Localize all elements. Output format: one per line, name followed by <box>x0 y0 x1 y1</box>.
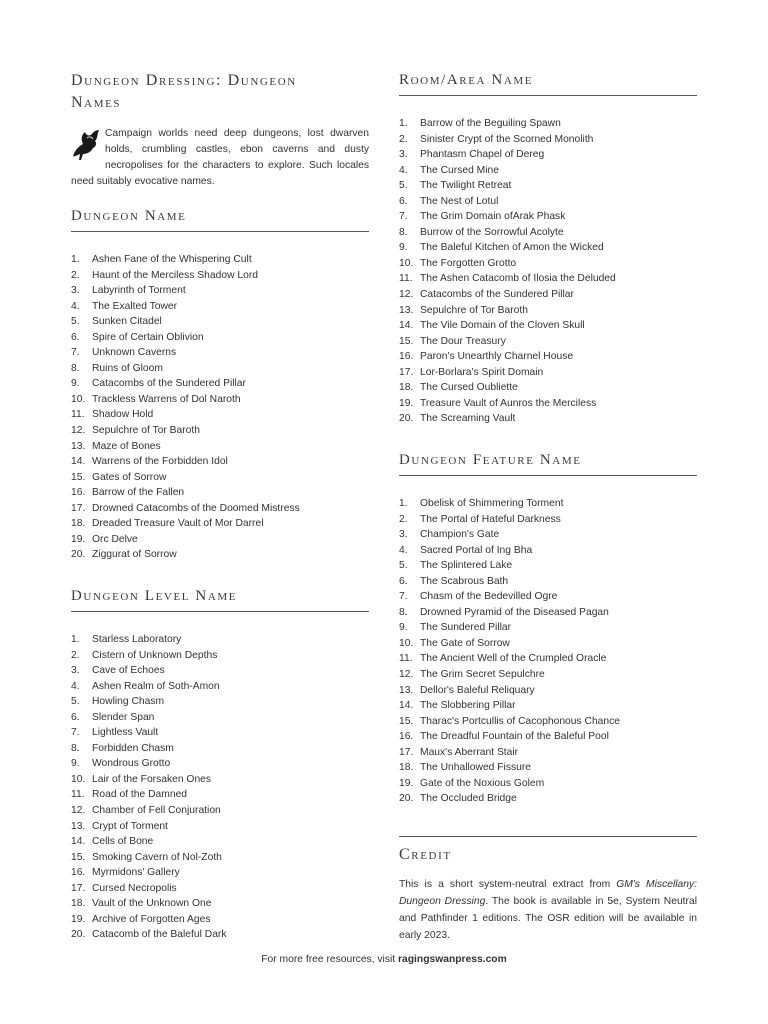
list-item-text: Catacomb of the Baleful Dark <box>92 929 227 941</box>
list-item-text: Chamber of Fell Conjuration <box>92 805 221 817</box>
page-title <box>71 70 369 114</box>
list-item-text: Gates of Sorrow <box>92 471 167 483</box>
list-item-text: Champion's Gate <box>420 529 500 541</box>
credit-text-1: This is a short system-neutral extract from <box>399 879 617 890</box>
list-item-number: 16. <box>399 731 414 743</box>
list-item-number: 15. <box>71 851 86 863</box>
list-item-text: Dreaded Treasure Vault of Mor Darrel <box>92 518 264 530</box>
list-item <box>399 776 697 792</box>
list-item-number: 6. <box>399 575 408 587</box>
list-item <box>399 318 697 334</box>
list-item <box>399 132 697 148</box>
list-item <box>399 225 697 241</box>
list-item-number: 17. <box>399 746 414 758</box>
list-item <box>71 532 369 548</box>
list-item-number: 11. <box>71 789 85 801</box>
list-item-number: 16. <box>71 487 86 499</box>
list-item-number: 20. <box>399 793 414 805</box>
list-item <box>399 271 697 287</box>
list-item <box>71 376 369 392</box>
list-item-text: Tharac's Portcullis of Cacophonous Chance <box>420 715 620 727</box>
list-item <box>71 454 369 470</box>
list-item <box>399 303 697 319</box>
list-item-number: 8. <box>399 606 408 618</box>
list-item <box>71 912 369 928</box>
list-item-number: 17. <box>71 882 86 894</box>
list-item <box>399 543 697 559</box>
list-item-number: 9. <box>399 242 408 254</box>
list-item-text: Myrmidons' Gallery <box>92 867 180 879</box>
list-item <box>399 411 697 427</box>
list-item <box>399 729 697 745</box>
list-item <box>71 330 369 346</box>
list-item-number: 18. <box>399 382 414 394</box>
list-item-text: Slender Span <box>92 711 155 723</box>
list-item-number: 15. <box>399 715 414 727</box>
list-item-number: 19. <box>71 533 86 545</box>
list-item <box>399 791 697 807</box>
list-item <box>399 163 697 179</box>
list-item <box>399 512 697 528</box>
list-item-number: 2. <box>71 269 80 281</box>
list-item-text: Sunken Citadel <box>92 316 162 328</box>
list-item-text: The Baleful Kitchen of Amon the Wicked <box>420 242 604 254</box>
list-item-number: 3. <box>399 149 408 161</box>
list-item <box>399 605 697 621</box>
list-item-text: Road of the Damned <box>92 789 188 801</box>
section-dungeon-name <box>71 205 369 563</box>
list-item-text: The Ashen Catacomb of Ilosia the Deluded <box>420 273 616 285</box>
list-item-number: 5. <box>399 560 408 572</box>
list-item-number: 18. <box>71 898 86 910</box>
list-item-number: 1. <box>399 118 408 129</box>
list-item-text: The Vile Domain of the Cloven Skull <box>420 320 585 332</box>
list-item <box>399 365 697 381</box>
list-item-text: The Cursed Oubliette <box>420 382 518 394</box>
list-item-text: Trackless Warrens of Dol Naroth <box>92 393 241 405</box>
list-item <box>399 760 697 776</box>
list-item-number: 20. <box>71 929 86 941</box>
list-item-text: Lightless Vault <box>92 727 159 739</box>
footer <box>0 954 768 965</box>
section-heading: Dungeon Name <box>71 205 369 232</box>
list-item-text: Catacombs of the Sundered Pillar <box>92 378 246 390</box>
list-item <box>71 423 369 439</box>
list-item-text: Cursed Necropolis <box>92 882 177 894</box>
list-item-text: Cells of Bone <box>92 836 154 848</box>
list-item-text: Ruins of Gloom <box>92 362 163 374</box>
list-item-text: Phantasm Chapel of Dereg <box>420 149 545 161</box>
section-heading: Credit <box>399 846 452 863</box>
list-item <box>71 252 369 268</box>
list-item <box>399 116 697 132</box>
list-item <box>71 392 369 408</box>
list-item-number: 9. <box>71 758 80 770</box>
list-item-number: 8. <box>71 362 80 374</box>
list-item <box>71 819 369 835</box>
list-item-text: Howling Chasm <box>92 696 165 708</box>
list-item <box>71 268 369 284</box>
list-item-text: The Grim Domain ofArak Phask <box>420 211 566 223</box>
list-item-text: The Exalted Tower <box>92 300 178 312</box>
list-item-number: 3. <box>71 665 80 677</box>
section-dungeon-feature-name <box>399 449 697 807</box>
list-item <box>71 470 369 486</box>
list-item-number: 3. <box>399 529 408 541</box>
list-item <box>399 558 697 574</box>
footer-link[interactable]: ragingswanpress.com <box>398 954 507 965</box>
list-item-text: The Dreadful Fountain of the Baleful Pool <box>420 731 609 743</box>
list-item-text: Sinister Crypt of the Scorned Monolith <box>420 133 594 145</box>
list-item-number: 5. <box>71 696 80 708</box>
list-item-number: 14. <box>71 456 86 468</box>
dungeon-level-name-list <box>71 632 369 943</box>
list-item <box>399 209 697 225</box>
list-item <box>399 496 697 512</box>
list-item-text: Obelisk of Shimmering Torment <box>420 498 564 509</box>
list-item-text: The Sundered Pillar <box>420 622 512 634</box>
list-item-text: Cave of Echoes <box>92 665 165 677</box>
page-title-line-1: Dungeon Dressing: Dungeon <box>71 72 297 89</box>
list-item <box>399 396 697 412</box>
credit-book-title: GM's Miscellany: Dungeon Dressing <box>399 879 697 907</box>
list-item-text: Sepulchre of Tor Baroth <box>92 425 200 437</box>
list-item <box>399 683 697 699</box>
list-item-number: 8. <box>71 742 80 754</box>
dungeon-name-list <box>71 252 369 563</box>
list-item <box>399 287 697 303</box>
list-item <box>71 865 369 881</box>
list-item-text: Unknown Caverns <box>92 347 177 359</box>
list-item-text: Treasure Vault of Aunros the Merciless <box>420 397 597 409</box>
list-item-number: 7. <box>71 347 80 359</box>
list-item-text: The Forgotten Grotto <box>420 257 517 269</box>
list-item-text: The Gate of Sorrow <box>420 637 510 649</box>
list-item-number: 1. <box>71 634 80 645</box>
list-item-text: Barrow of the Beguiling Spawn <box>420 118 561 129</box>
list-item-number: 13. <box>399 684 414 696</box>
list-item-number: 14. <box>71 836 86 848</box>
list-item-text: Ashen Fane of the Whispering Cult <box>92 254 252 265</box>
list-item <box>71 896 369 912</box>
list-item-number: 12. <box>71 805 86 817</box>
list-item <box>71 850 369 866</box>
list-item <box>399 380 697 396</box>
intro-block <box>71 126 369 190</box>
credit-text-2: . The book is available in 5e, System Neutral and Pathfinder 1 editions. The OSR edition will be available in early 2023. <box>399 896 697 941</box>
list-item-text: The Nest of Lotul <box>420 195 499 207</box>
list-item <box>399 147 697 163</box>
list-item-number: 9. <box>71 378 80 390</box>
list-item <box>399 194 697 210</box>
list-item-number: 7. <box>399 591 408 603</box>
list-item-text: Haunt of the Merciless Shadow Lord <box>92 269 258 281</box>
list-item-text: Drowned Pyramid of the Diseased Pagan <box>420 606 609 618</box>
list-item-number: 14. <box>399 700 414 712</box>
list-item <box>399 527 697 543</box>
list-item <box>71 299 369 315</box>
list-item-text: The Unhallowed Fissure <box>420 762 532 774</box>
list-item-number: 15. <box>71 471 86 483</box>
list-item-text: The Screaming Vault <box>420 413 516 425</box>
section-heading: Dungeon Level Name <box>71 585 369 612</box>
list-item-text: Burrow of the Sorrowful Acolyte <box>420 226 564 238</box>
intro-paragraph: Campaign worlds need deep dungeons, lost dwarven holds, crumbling castles, ebon caverns and dusty necropolises for the characters to explore. Such locales need suitably evocative names. <box>71 128 369 187</box>
list-item-text: The Twilight Retreat <box>420 180 512 192</box>
list-item-number: 10. <box>399 257 414 269</box>
list-item-number: 5. <box>399 180 408 192</box>
list-item-text: Maze of Bones <box>92 440 161 452</box>
list-item-text: Spire of Certain Oblivion <box>92 331 204 343</box>
list-item-text: Lor-Borlara's Spirit Domain <box>420 366 544 378</box>
list-item-number: 6. <box>399 195 408 207</box>
list-item-number: 19. <box>399 777 414 789</box>
list-item <box>71 516 369 532</box>
list-item-text: The Slobbering Pillar <box>420 700 516 712</box>
list-item <box>71 772 369 788</box>
list-item-text: The Ancient Well of the Crumpled Oracle <box>420 653 607 665</box>
list-item-text: Ashen Realm of Soth-Amon <box>92 680 220 692</box>
dragon-icon <box>69 126 101 162</box>
list-item-number: 11. <box>399 273 413 285</box>
list-item <box>71 485 369 501</box>
list-item <box>399 651 697 667</box>
list-item <box>399 589 697 605</box>
list-item-text: Gate of the Noxious Golem <box>420 777 545 789</box>
list-item <box>71 547 369 563</box>
list-item-number: 4. <box>71 300 80 312</box>
list-item-number: 17. <box>399 366 414 378</box>
list-item-number: 5. <box>71 316 80 328</box>
list-item-number: 2. <box>399 133 408 145</box>
list-item-text: Chasm of the Bedevilled Ogre <box>420 591 558 603</box>
list-item-text: The Dour Treasury <box>420 335 506 347</box>
list-item <box>71 407 369 423</box>
list-item-text: Archive of Forgotten Ages <box>92 913 211 925</box>
list-item <box>399 349 697 365</box>
list-item-text: The Portal of Hateful Darkness <box>420 513 561 525</box>
list-item-number: 13. <box>399 304 414 316</box>
list-item-number: 8. <box>399 226 408 238</box>
list-item-number: 18. <box>399 762 414 774</box>
list-item-text: Crypt of Torment <box>92 820 168 832</box>
list-item-text: Smoking Cavern of Nol-Zoth <box>92 851 222 863</box>
list-item-number: 4. <box>71 680 80 692</box>
list-item <box>71 501 369 517</box>
section-credit <box>399 836 697 944</box>
list-item-number: 4. <box>399 164 408 176</box>
footer-text: For more free resources, visit <box>261 954 399 965</box>
list-item-number: 19. <box>71 913 86 925</box>
list-item-text: Drowned Catacombs of the Doomed Mistress <box>92 502 300 514</box>
list-item-number: 6. <box>71 711 80 723</box>
list-item-number: 15. <box>399 335 414 347</box>
list-item-text: Warrens of the Forbidden Idol <box>92 456 228 468</box>
list-item-text: Vault of the Unknown One <box>92 898 212 910</box>
list-item <box>71 632 369 648</box>
list-item-text: Orc Delve <box>92 533 138 545</box>
list-item-text: Labyrinth of Torment <box>92 285 186 297</box>
list-item <box>399 620 697 636</box>
list-item-text: The Occluded Bridge <box>420 793 517 805</box>
list-item-text: Sacred Portal of Ing Bha <box>420 544 533 556</box>
list-item-text: Ziggurat of Sorrow <box>92 549 177 561</box>
list-item <box>71 439 369 455</box>
list-item-number: 10. <box>71 773 86 785</box>
list-item <box>71 283 369 299</box>
list-item <box>71 663 369 679</box>
list-item-text: Sepulchre of Tor Baroth <box>420 304 528 316</box>
section-heading: Room/Area Name <box>399 69 697 96</box>
list-item-number: 7. <box>399 211 408 223</box>
list-item <box>71 345 369 361</box>
list-item <box>399 256 697 272</box>
list-item-number: 12. <box>399 669 414 681</box>
list-item-number: 18. <box>71 518 86 530</box>
list-item-number: 16. <box>71 867 86 879</box>
list-item-text: Maux's Aberrant Stair <box>420 746 519 758</box>
list-item <box>71 679 369 695</box>
list-item-number: 12. <box>71 425 86 437</box>
list-item-number: 1. <box>71 254 80 265</box>
list-item-number: 11. <box>399 653 413 665</box>
list-item-number: 3. <box>71 285 80 297</box>
dungeon-feature-name-list <box>399 496 697 807</box>
list-item <box>71 787 369 803</box>
list-item-text: Barrow of the Fallen <box>92 487 185 499</box>
list-item-number: 17. <box>71 502 86 514</box>
list-item <box>399 574 697 590</box>
list-item <box>399 636 697 652</box>
list-item-text: Wondrous Grotto <box>92 758 171 770</box>
list-item <box>71 834 369 850</box>
list-item-text: The Grim Secret Sepulchre <box>420 669 545 681</box>
list-item-number: 20. <box>71 549 86 561</box>
list-item <box>399 745 697 761</box>
list-item-text: Dellor's Baleful Reliquary <box>420 684 535 696</box>
list-item <box>71 881 369 897</box>
list-item-text: Cistern of Unknown Depths <box>92 649 218 661</box>
list-item-number: 2. <box>71 649 80 661</box>
list-item <box>71 648 369 664</box>
section-heading: Dungeon Feature Name <box>399 449 697 476</box>
list-item-number: 12. <box>399 289 414 301</box>
list-item-text: The Scabrous Bath <box>420 575 509 587</box>
list-item-text: Forbidden Chasm <box>92 742 174 754</box>
list-item-text: The Splintered Lake <box>420 560 513 572</box>
list-item-text: Catacombs of the Sundered Pillar <box>420 289 574 301</box>
list-item <box>71 927 369 943</box>
list-item <box>399 240 697 256</box>
list-item <box>71 361 369 377</box>
list-item-number: 1. <box>399 498 408 509</box>
list-item <box>399 714 697 730</box>
list-item-number: 19. <box>399 397 414 409</box>
list-item <box>399 178 697 194</box>
list-item-text: Lair of the Forsaken Ones <box>92 773 212 785</box>
list-item <box>71 741 369 757</box>
list-item-number: 11. <box>71 409 85 421</box>
list-item-number: 6. <box>71 331 80 343</box>
list-item-number: 4. <box>399 544 408 556</box>
list-item-text: Shadow Hold <box>92 409 154 421</box>
list-item-number: 2. <box>399 513 408 525</box>
list-item <box>399 667 697 683</box>
list-item <box>71 710 369 726</box>
room-area-name-list <box>399 116 697 427</box>
list-item <box>71 756 369 772</box>
list-item <box>399 698 697 714</box>
list-item-number: 10. <box>399 637 414 649</box>
list-item-number: 16. <box>399 351 414 363</box>
list-item <box>71 725 369 741</box>
list-item-number: 14. <box>399 320 414 332</box>
section-room-area-name <box>399 69 697 427</box>
list-item <box>71 803 369 819</box>
list-item <box>71 314 369 330</box>
credit-paragraph <box>399 876 697 944</box>
list-item-number: 20. <box>399 413 414 425</box>
list-item-number: 13. <box>71 820 86 832</box>
section-dungeon-level-name <box>71 585 369 943</box>
list-item-number: 13. <box>71 440 86 452</box>
list-item <box>71 694 369 710</box>
page-title-line-2: Names <box>71 94 122 111</box>
list-item-number: 9. <box>399 622 408 634</box>
list-item-text: Paron's Unearthly Charnel House <box>420 351 574 363</box>
list-item-text: The Cursed Mine <box>420 164 499 176</box>
list-item-number: 10. <box>71 393 86 405</box>
list-item <box>399 334 697 350</box>
list-item-number: 7. <box>71 727 80 739</box>
list-item-text: Starless Laboratory <box>92 634 182 645</box>
